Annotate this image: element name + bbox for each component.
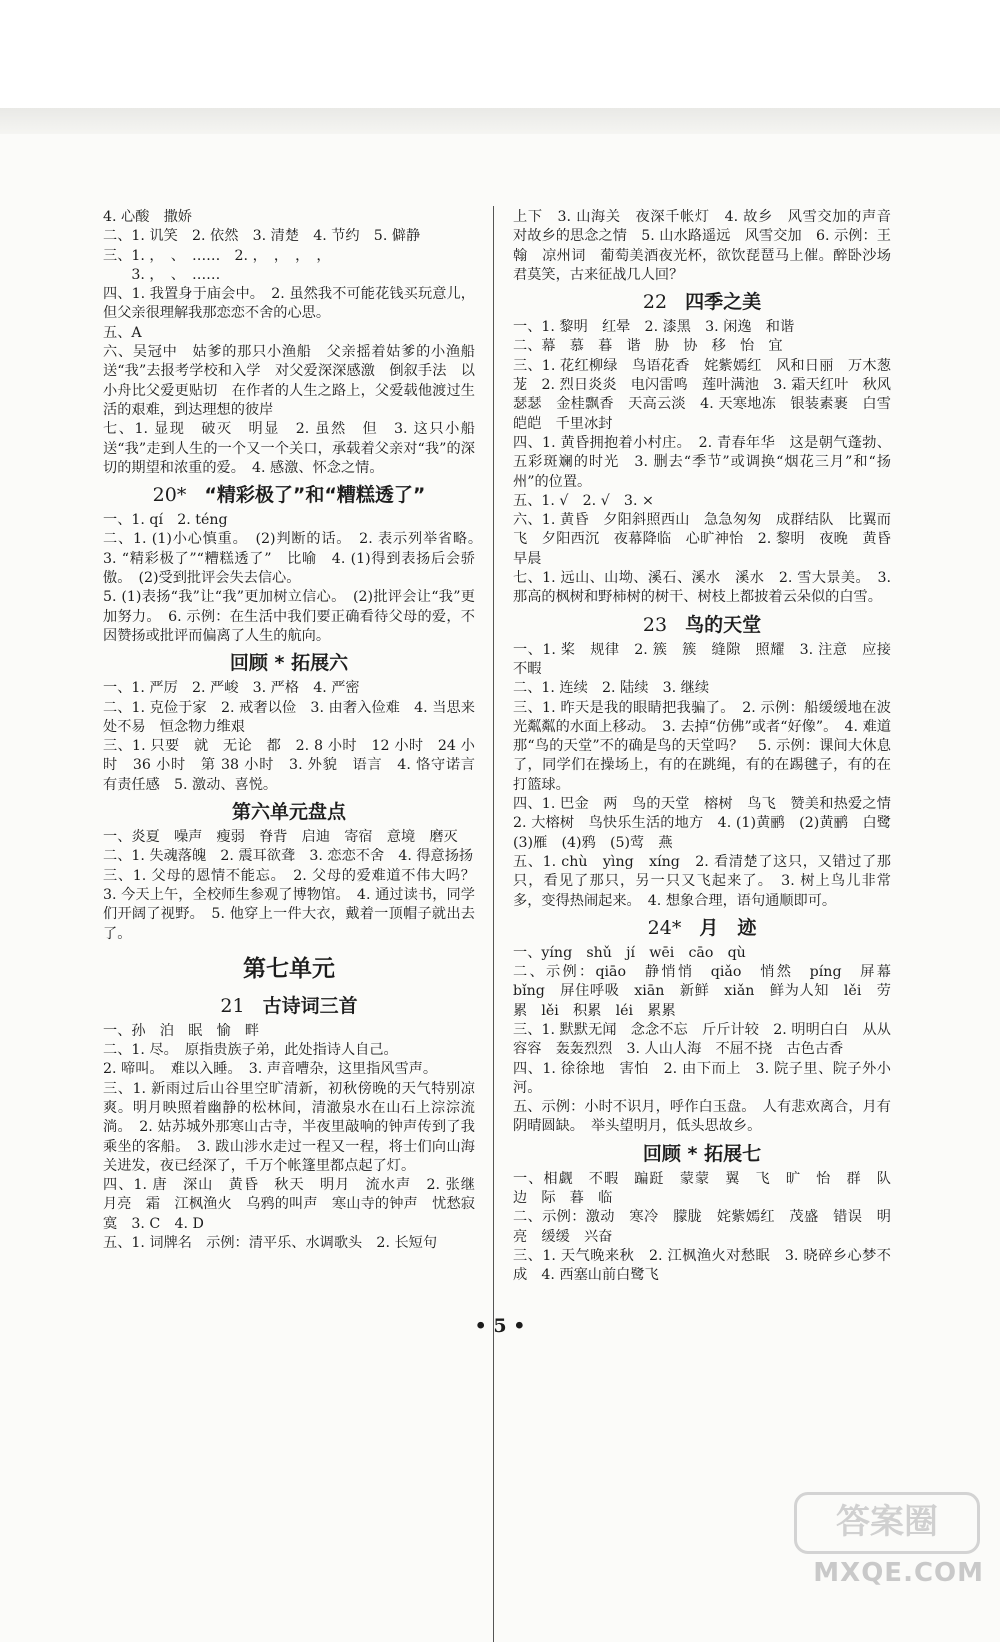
unit-6-summary-heading: 第六单元盘点 [231, 801, 346, 824]
answer-line: 一、yíng shǔ jí wēi cāo qù [513, 944, 746, 961]
watermark-logo: 答案圈 [794, 1492, 980, 1554]
answer-line: 五、1. chù yìng xíng 2. 看清楚了这只，又错过了那只，看见了那只，另一只又飞起来了。 3. 树上鸟儿非常多，变得热闹起来。 4. 想象合理，语句通顺即可。 [513, 853, 891, 909]
answer-line: 一、炎夏 噪声 瘦弱 脊背 启迪 寄宿 意境 磨灭 [103, 829, 458, 846]
page-top-margin [0, 0, 1000, 112]
answer-line: 三、1. 新雨过后山谷里空旷清新，初秋傍晚的天气特别凉爽。明月映照着幽静的松林间，清澈泉水在山石上淙淙流淌。 2. 姑苏城外那寒山古寺，半夜里敲响的钟声传到了我乘坐的客船。 3. 跋山涉水走过一程又一程，将士们向山海关进发，夜已经深了，千万个帐篷里都点起了灯。 [103, 1080, 475, 1174]
answer-line: 一、相觑 不暇 蹁跹 蒙蒙 翼 飞 旷 怡 群 队 边 际 暮 临 [513, 1170, 906, 1207]
answer-line: 二、幕 慕 暮 谐 胁 协 移 怡 宜 [513, 338, 783, 355]
answer-line: 三、1. 父母的恩情不能忘。 2. 父母的爱难道不伟大吗？ 3. 今天上午，全校师生参观了博物馆。 4. 通过读书，同学们开阔了视野。 5. 他穿上一件大衣，戴着一顶帽子就出去了。 [103, 867, 490, 942]
answer-line: 二、示例：激动 寒冷 朦胧 姹紫嫣红 茂盛 错误 明亮 缓缓 兴奋 [513, 1209, 891, 1245]
answer-line: 二、1. 克俭于家 2. 戒奢以俭 3. 由奢入俭难 4. 当思来处不易 恒念物力维艰 [103, 699, 475, 735]
answer-line: 二、1. 讥笑 2. 依然 3. 清楚 4. 节约 5. 僻静 [103, 228, 421, 245]
answer-block-d [103, 828, 490, 944]
lesson-23-heading [513, 614, 891, 637]
lesson-title: “精彩极了”和“糟糕透了” [204, 484, 426, 507]
lesson-22-heading [513, 291, 891, 314]
answer-block-a [513, 208, 906, 285]
answer-line: 三、1. 只要 就 无论 都 2. 8 小时 12 小时 24 小时 36 小时 第 38 小时 3. 外貌 语言 4. 恪守诺言 有责任感 5. 激动、喜悦。 [103, 738, 490, 793]
answer-line: 五、1. 词牌名 示例：清平乐、水调歌头 2. 长短句 [103, 1235, 438, 1252]
lesson-number: 22 [642, 291, 668, 314]
answer-line: 五、示例：小时不识月，呼作白玉盘。 人有悲欢离合，月有阴晴圆缺。 举头望明月，低头思故乡。 [513, 1099, 891, 1135]
review-6-heading: 回顾 * 拓展六 [229, 652, 349, 675]
lesson-title: 古诗词三首 [262, 994, 358, 1017]
answer-line: 3. ， 、 …… [103, 266, 221, 283]
answer-line: 四、1. 徐徐地 害怕 2. 由下而上 3. 院子里、院子外小河。 [513, 1060, 891, 1096]
answer-block-a [103, 208, 475, 478]
lesson-20-heading [103, 484, 475, 507]
watermark-url: MXQE.COM [813, 1558, 984, 1588]
answer-line: 六、吴冠中 姑爹的那只小渔船 父亲摇着姑爹的小渔船送“我”去报考学校和入学 对父爱深深感激 倒叙手法 以小舟比父爱更贴切 在作者的人生之路上，父爱载他渡过生活的艰难，到达理想的彼岸 [103, 344, 475, 418]
answer-line: 二、1. 连续 2. 陆续 3. 继续 [513, 680, 710, 697]
answer-line: 上下 3. 山海关 夜深千帐灯 4. 故乡 风雪交加的声音 对故乡的思念之情 5. 山水路遥远 风雪交加 6. 示例：王翰 凉州词 葡萄美酒夜光杯，欲饮琵琶马上催。醉卧沙场君莫笑，古来征战几人回？ [513, 209, 906, 283]
answer-block-b [513, 318, 906, 607]
answer-line: 四、1. 我置身于庙会中。 2. 虽然我不可能花钱买玩意儿，但父亲很理解我那恋恋不舍的心思。 [103, 286, 475, 322]
answer-line: 一、1. 严厉 2. 严峻 3. 严格 4. 严密 [103, 680, 360, 697]
lesson-number: 21 [220, 994, 245, 1017]
answer-line: 三、1. 昨天是我的眼睛把我骗了。 2. 示例：船缓缓地在波光粼粼的水面上移动。 3. 去掉“仿佛”或者“好像”。 4. 难道那“鸟的天堂”不的确是鸟的天堂吗？ 5. 示例：课间大休息了，同学们在操场上，有的在跳绳，有的在踢毽子，有的在打篮球。 [513, 699, 891, 793]
answer-line: 4. 心酸 撒娇 [103, 209, 192, 225]
answer-line: 一、孙 泊 眠 愉 畔 [103, 1022, 260, 1039]
answer-line: 四、1. 唐 深山 黄昏 秋天 明月 流水声 2. 张继 月亮 霜 江枫渔火 乌鸦的叫声 寒山寺的钟声 忧愁寂寞 3. C 4. D [103, 1177, 490, 1232]
answer-block-c [103, 679, 490, 795]
answer-line: 三、1. ， 、 …… 2. ， ， ， ， [103, 247, 331, 264]
lesson-24-heading [513, 917, 891, 940]
answer-block-b [103, 511, 490, 646]
answer-block-e [513, 1170, 906, 1286]
answer-line: 一、1. 桨 规律 2. 簇 簇 缝隙 照耀 3. 注意 应接不暇 [513, 641, 891, 677]
watermark [794, 1490, 994, 1590]
answer-line: 七、1. 远山、山坳、溪石、溪水 溪水 2. 雪大景美。 3. 那高的枫树和野柿树的树干、树枝上都披着云朵似的白雪。 [513, 570, 891, 606]
answer-line: 二、1. 失魂落魄 2. 震耳欲聋 3. 恋恋不舍 4. 得意扬扬 [103, 848, 474, 865]
answer-line: 一、1. 黎明 红晕 2. 漆黑 3. 闲逸 和谐 [513, 319, 795, 336]
answer-line: 一、1. qí 2. téng [103, 512, 228, 529]
lesson-number: 23 [642, 613, 668, 636]
review-7-heading: 回顾 * 拓展七 [642, 1142, 762, 1165]
answer-line: 五、A [103, 324, 142, 341]
column-divider [493, 206, 494, 1642]
lesson-number: 24* [647, 916, 682, 939]
answer-line: 三、1. 天气晚来秋 2. 江枫渔火对愁眠 3. 晓碎乡心梦不成 4. 西塞山前白鹭飞 [513, 1247, 891, 1284]
lesson-21-heading [103, 995, 475, 1018]
answer-line: 四、1. 黄昏拥抱着小村庄。 2. 青春年华 这是朝气蓬勃、五彩斑斓的时光 3. 删去“季节”或调换“烟花三月”和“扬州”的位置。 [513, 434, 891, 490]
unit-7-heading: 第七单元 [243, 955, 335, 982]
answer-block-e [103, 1022, 490, 1254]
answer-line: 六、1. 黄昏 夕阳斜照西山 急急匆匆 成群结队 比翼而飞 夕阳西沉 夜幕降临 心旷神怡 2. 黎明 夜晚 黄昏 早晨 [513, 512, 906, 567]
lesson-title: 鸟的天堂 [685, 613, 762, 636]
answer-line: 四、1. 巴金 两 鸟的天堂 榕树 鸟飞 赞美和热爱之情 2. 大榕树 鸟快乐生活的地方 4. (1)黄鹂 (2)黄鹂 白鹭 (3)雁 (4)鸦 (5)莺 燕 [513, 796, 906, 851]
page-number: • 5 • [474, 1315, 526, 1337]
answer-line: 三、1. 默默无闻 念念不忘 斤斤计较 2. 明明白白 从从容容 轰轰烈烈 3. 人山人海 不屈不挠 古色古香 [513, 1021, 891, 1058]
lesson-title: 四季之美 [685, 291, 762, 314]
lesson-title: 月 迹 [699, 916, 757, 939]
answer-line: 三、1. 花红柳绿 鸟语花香 姹紫嫣红 风和日丽 万木葱茏 2. 烈日炎炎 电闪雷鸣 莲叶满池 3. 霜天红叶 秋风瑟瑟 金桂飘香 天高云淡 4. 天寒地冻 银装素裹 白雪皑皑 千里冰封 [513, 357, 891, 432]
right-column [513, 208, 906, 1286]
answer-block-c [513, 641, 906, 911]
answer-line: 2. 啼叫。 难以入睡。 3. 声音嘈杂，这里指风雪声。 [103, 1061, 438, 1078]
answer-line: 二、1. (1)小心慎重。 (2)判断的话。 2. 表示列举省略。 3. “精彩极了”“糟糕透了” 比喻 4. (1)得到表扬后会骄傲。 (2)受到批评会失去信心。 [103, 531, 490, 587]
answer-line: 七、1. 显现 破灭 明显 2. 虽然 但 3. 这只小船送“我”走到人生的一个又一个关口，承载着父亲对“我”的深切的期望和浓重的爱。 4. 感激、怀念之情。 [103, 421, 475, 476]
left-column [103, 208, 490, 1253]
answer-line: 二、1. 尽。 原指贵族子弟，此处指诗人自己。 [103, 1042, 398, 1059]
answer-line: 5. (1)表扬“我”让“我”更加树立信心。 (2)批评会让“我”更加努力。 6. 示例：在生活中我们要正确看待父母的爱，不因赞扬或批评而偏离了人生的航向。 [103, 589, 475, 644]
scan-strip [0, 108, 1000, 134]
answer-line: 二、示例：qiāo 静悄悄 qiǎo 悄然 píng 屏幕 bǐng 屏住呼吸 xiān 新鲜 xiǎn 鲜为人知 lěi 劳累 lěi 积累 léi 累累 [513, 964, 906, 1019]
lesson-number: 20* [152, 484, 187, 507]
answer-block-d [513, 944, 906, 1137]
answer-line: 五、1. √ 2. √ 3. × [513, 492, 654, 509]
